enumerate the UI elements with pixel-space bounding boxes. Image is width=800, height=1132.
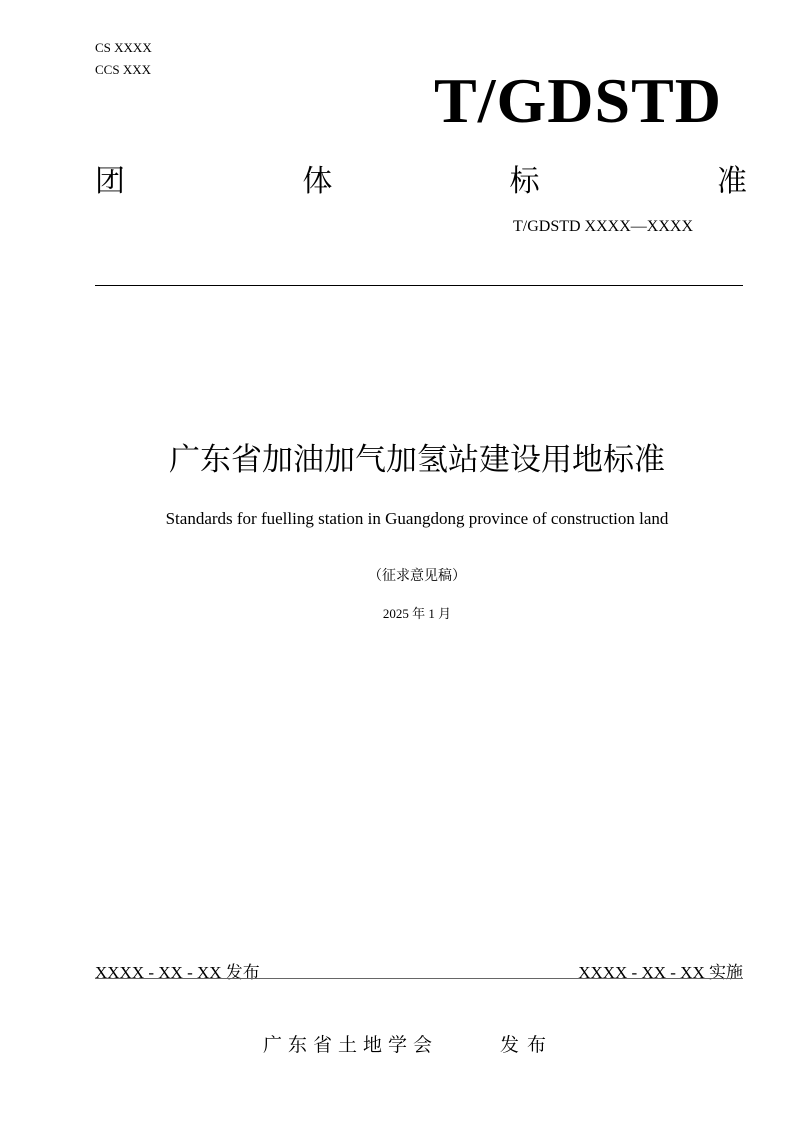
publish-label: 发布 [225,963,260,983]
issued-label: 发布 [500,1034,555,1056]
document-title-en: Standards for fuelling station in Guangdong province of construction land [165,509,669,528]
standard-brand: T/GDSTD [434,65,722,136]
publisher: 广东省土地学会 [263,1034,439,1056]
implement-date-value: XXXX - XX - XX [578,963,709,982]
implement-date [578,958,743,983]
category-char: 准 [716,164,747,199]
ics-code: CS XXXX [95,40,152,55]
publish-date [95,958,260,983]
document-number: T/GDSTD XXXX—XXXX [513,218,693,235]
category-char: 体 [302,164,333,199]
document-title-cn: 广东省加油加气加氢站建设用地标准 [169,442,665,478]
standard-category [95,156,747,200]
category-char: 团 [95,164,125,199]
draft-date: 2025 年 1 月 [382,606,452,621]
ccs-code: CCS XXX [95,62,151,77]
publish-date-value: XXXX - XX - XX [95,963,226,982]
category-char: 标 [509,164,540,199]
header-divider [95,285,743,286]
footer-divider [95,978,743,979]
implement-label: 实施 [709,963,743,983]
draft-status: （征求意见稿） [368,569,466,584]
